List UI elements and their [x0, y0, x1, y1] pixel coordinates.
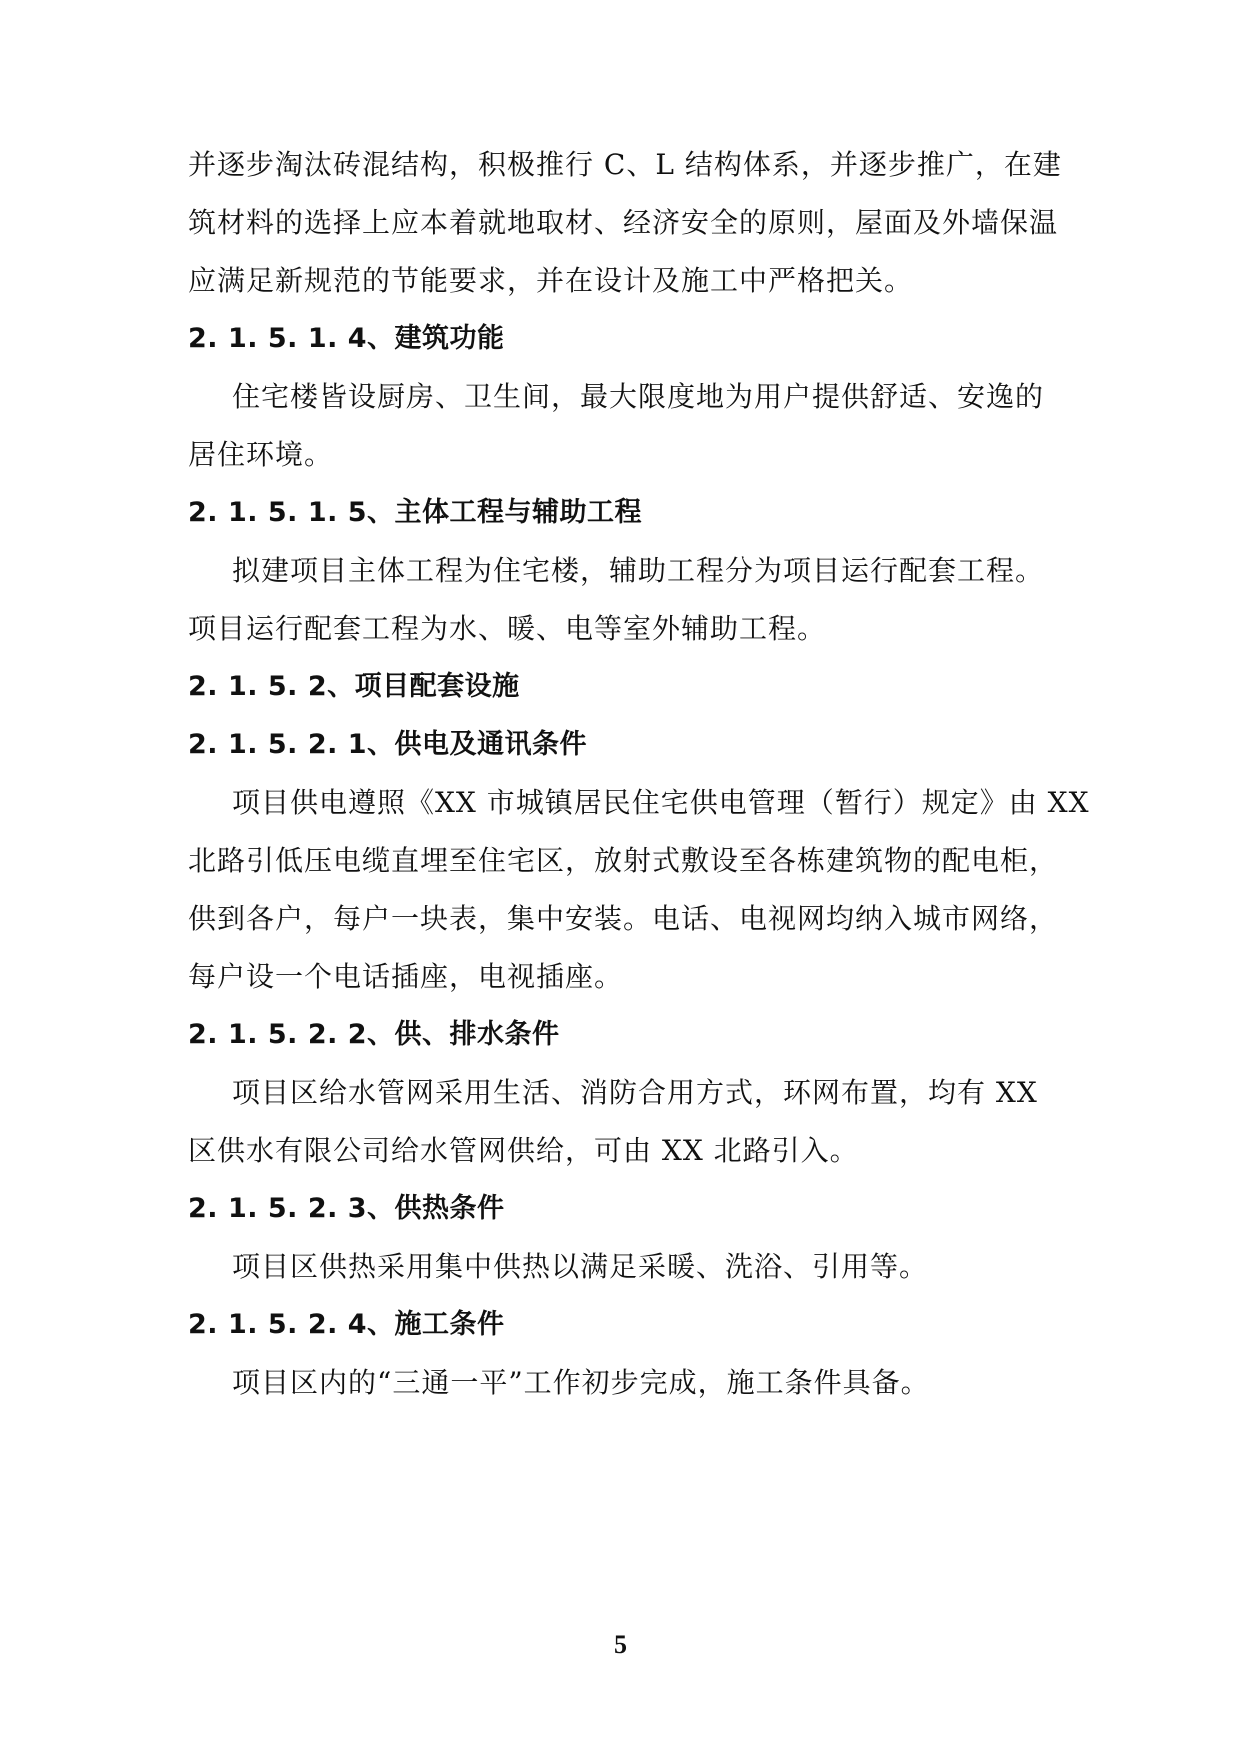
body-text-line: 项目区内的“三通一平”工作初步完成，施工条件具备。: [232, 1366, 930, 1399]
body-text-line: 筑材料的选择上应本着就地取材、经济安全的原则，屋面及外墙保温: [188, 206, 1059, 239]
body-text-line: 应满足新规范的节能要求，并在设计及施工中严格把关。: [188, 264, 914, 297]
section-heading: 2. 1. 5. 2. 1、供电及通讯条件: [188, 729, 588, 760]
body-text-line: 项目运行配套工程为水、暖、电等室外辅助工程。: [188, 612, 827, 645]
body-text-line: 并逐步淘汰砖混结构，积极推行 C、L 结构体系，并逐步推广，在建: [188, 148, 1062, 181]
body-text-line: 每户设一个电话插座，电视插座。: [188, 960, 624, 993]
section-heading: 2. 1. 5. 2、项目配套设施: [188, 671, 520, 702]
body-text-line: 供到各户，每户一块表，集中安装。电话、电视网均纳入城市网络，: [188, 902, 1059, 935]
body-text-line: 住宅楼皆设厨房、卫生间，最大限度地为用户提供舒适、安逸的: [232, 380, 1045, 413]
body-text-line: 北路引低压电缆直埋至住宅区，放射式敷设至各栋建筑物的配电柜，: [188, 844, 1059, 877]
body-text-line: 项目区供热采用集中供热以满足采暖、洗浴、引用等。: [232, 1250, 929, 1283]
page-number: 5: [614, 1630, 627, 1659]
section-heading: 2. 1. 5. 1. 5、主体工程与辅助工程: [188, 497, 643, 528]
section-heading: 2. 1. 5. 2. 2、供、排水条件: [188, 1019, 560, 1050]
body-text-line: 居住环境。: [188, 438, 334, 471]
section-heading: 2. 1. 5. 2. 3、供热条件: [188, 1193, 505, 1224]
body-text-line: 区供水有限公司给水管网供给，可由 XX 北路引入。: [188, 1134, 859, 1167]
section-heading: 2. 1. 5. 1. 4、建筑功能: [188, 323, 505, 354]
body-text-line: 项目区给水管网采用生活、消防合用方式，环网布置，均有 XX: [232, 1076, 1038, 1109]
section-heading: 2. 1. 5. 2. 4、施工条件: [188, 1309, 505, 1340]
body-text-line: 拟建项目主体工程为住宅楼，辅助工程分为项目运行配套工程。: [232, 554, 1045, 587]
body-text-line: 项目供电遵照《XX 市城镇居民住宅供电管理（暂行）规定》由 XX: [232, 786, 1090, 819]
